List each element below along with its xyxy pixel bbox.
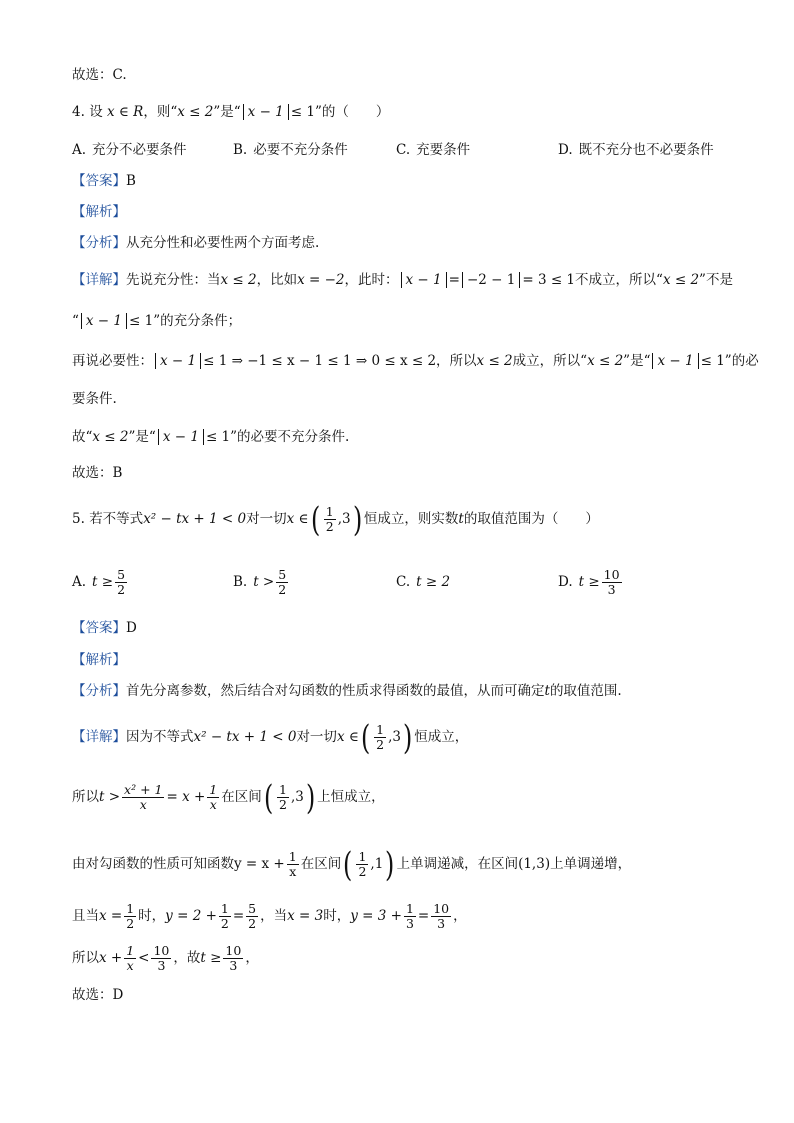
q5-d4-num1: 1 <box>126 901 135 916</box>
q4-d3b: x − 1 <box>155 353 201 369</box>
q5-d5e: t ≥ <box>200 950 222 966</box>
q4-number: 4. <box>72 104 85 120</box>
q4-option-c-label: C. <box>396 142 411 158</box>
q4-d5f: ”的必要不充分条件. <box>230 429 350 445</box>
q4-option-c <box>396 141 470 159</box>
q5-d2-int-num: 1 <box>279 782 287 797</box>
q4-option-d-label: D. <box>558 142 573 158</box>
q5-detail-line-5 <box>72 940 259 976</box>
q5-option-b-num: 5 <box>278 567 287 582</box>
q4-set-expr: x ∈ R <box>106 104 144 120</box>
q5-final: 故选：D <box>72 987 124 1003</box>
q4-option-a <box>72 141 187 159</box>
q5-answer-tag: 【答案】 <box>72 620 126 636</box>
q5-d3c: 在区间 <box>300 856 342 872</box>
q5-stem-t: t <box>458 511 464 527</box>
q4-d1i: = 3 ≤ 1 <box>522 272 576 288</box>
q5-d2-den: x <box>139 797 147 812</box>
q5-d4i: y = 3 + <box>350 908 402 924</box>
q5-option-a-label: A. <box>72 574 87 590</box>
q5-option-d <box>558 564 624 600</box>
q4-d1c: ，比如 <box>256 272 298 288</box>
q5-d4k: ， <box>453 908 467 924</box>
q5-d5-num1: 1 <box>126 943 135 958</box>
q5-d4-num5: 10 <box>433 901 450 916</box>
q5-d4c: 时， <box>138 908 166 924</box>
q5-d5-num3: 10 <box>225 943 242 958</box>
q4-detail-line-4: 要条件. <box>72 391 117 407</box>
q5-option-c-pre: t ≥ 2 <box>416 574 451 590</box>
q4-d2b: x − 1 <box>81 313 127 329</box>
q5-d3-int-rest: ,1 <box>370 856 384 872</box>
q5-option-a-pre: t ≥ <box>92 574 114 590</box>
q5-d1d: x ∈ <box>336 729 359 745</box>
q5-d1c: 对一切 <box>296 729 337 745</box>
q4-stem-pre: 设 <box>89 104 103 120</box>
q5-d4-num3: 5 <box>248 901 257 916</box>
q4-d3h: ”是“ <box>623 353 651 369</box>
q5-d4-frac2 <box>219 902 231 931</box>
q4-fenxi: 从充分性和必要性两个方面考虑. <box>126 235 320 251</box>
q5-d2-num: x² + 1 <box>124 782 163 797</box>
q5-d5a: 所以 <box>72 950 99 966</box>
q5-stem-f: 的取值范围为（ ） <box>463 511 599 527</box>
q4-answer: B <box>126 173 136 189</box>
q5-option-a-num: 5 <box>117 567 126 582</box>
q5-option-d-pre: t ≥ <box>578 574 600 590</box>
q4-d3f: 成立，所以“ <box>512 353 588 369</box>
q5-d5c: < <box>138 950 150 966</box>
q4-d1k: x ≤ 2 <box>662 272 700 288</box>
q5-option-a-den: 2 <box>117 582 126 597</box>
q5-d1-interval-rest: ,3 <box>388 729 401 745</box>
q5-d4g: x = 3 <box>287 908 324 924</box>
q4-d3e: x ≤ 2 <box>476 353 513 369</box>
q5-d3-num: 1 <box>288 849 297 864</box>
q5-fenxi-line <box>72 682 622 700</box>
q5-d3-paren-open: ( <box>343 844 353 885</box>
q4-option-b-label: B. <box>233 142 248 158</box>
q4-d2a: “ <box>72 313 79 329</box>
q4-analysis-tag <box>72 203 126 221</box>
q5-option-b-frac <box>276 568 288 597</box>
q4-option-a-label: A. <box>72 142 87 158</box>
q5-d4-num4: 1 <box>405 901 414 916</box>
q5-d4b: x = <box>99 908 123 924</box>
q5-stem-e: 恒成立，则实数 <box>363 511 459 527</box>
q5-d4-den2: 2 <box>220 916 229 931</box>
q4-detail-line-3 <box>72 352 759 370</box>
q5-option-b-label: B. <box>233 574 248 590</box>
q4-d5b: x ≤ 2 <box>92 429 129 445</box>
q5-d3b: y = x + <box>234 856 285 872</box>
q4-d1f: x − 1 <box>401 272 447 288</box>
q5-d3-den: x <box>289 864 297 879</box>
q5-interval-frac <box>324 505 336 534</box>
q4-d1e: ，此时： <box>344 272 399 288</box>
q4-stem-end: ”的（ ） <box>314 104 390 120</box>
q5-detail-line-4 <box>72 898 467 934</box>
q4-detail-line-2 <box>72 312 241 330</box>
q4-option-b <box>233 141 348 159</box>
q5-analysis-tag <box>72 651 126 669</box>
q5-d4-num2: 1 <box>220 901 229 916</box>
q5-d2a: 所以 <box>72 789 99 805</box>
q4-d5d: x − 1 <box>158 429 204 445</box>
q5-interval-rest: ,3 <box>337 511 351 527</box>
q5-paren-close: ) <box>352 499 362 540</box>
q4-d3a: 再说必要性： <box>72 353 153 369</box>
q5-d1e: 恒成立， <box>414 729 469 745</box>
q5-d5-frac1 <box>124 944 136 973</box>
q5-d4-frac3 <box>246 902 258 931</box>
q4-cond-b: x − 1 <box>243 104 289 120</box>
q5-interval-den: 2 <box>325 519 334 534</box>
q5-option-b-den: 2 <box>278 582 287 597</box>
q4-d1j: 不成立，所以“ <box>575 272 663 288</box>
q5-stem-b: x² − tx + 1 < 0 <box>143 511 247 527</box>
q5-option-c <box>396 564 450 600</box>
q5-d2e: 上恒成立， <box>317 789 385 805</box>
q5-d1-den: 2 <box>376 737 385 752</box>
q5-option-a <box>72 564 129 600</box>
q5-option-a-frac <box>115 568 127 597</box>
q5-option-d-den: 3 <box>607 582 616 597</box>
q4-d3k: ”的必 <box>724 353 759 369</box>
q5-d4e: = <box>232 908 245 924</box>
q5-d5-den2: 3 <box>157 958 166 973</box>
q5-d1-num: 1 <box>376 722 385 737</box>
q4-answer-line <box>72 172 136 190</box>
q5-d3d: 上单调递减，在区间 <box>396 856 519 872</box>
q5-d1-paren-open: ( <box>360 717 371 758</box>
q4-d1g: = <box>448 272 460 288</box>
q5-d2-frac <box>122 783 164 812</box>
q5-number: 5. <box>72 511 85 527</box>
q4-d5c: ”是“ <box>128 429 156 445</box>
q5-stem-a: 若不等式 <box>89 511 144 527</box>
q4-fenxi-tag: 【分析】 <box>72 235 126 251</box>
q5-option-c-label: C. <box>396 574 411 590</box>
q5-interval-num: 1 <box>325 504 334 519</box>
q4-d3c: ≤ 1 ⇒ −1 ≤ x − 1 ≤ 1 ⇒ 0 ≤ x ≤ 2 <box>203 353 437 369</box>
q5-d5-frac2 <box>151 944 171 973</box>
q5-d3-int-den: 2 <box>358 864 367 879</box>
q5-option-d-num: 10 <box>603 567 620 582</box>
q5-d4h: 时， <box>323 908 351 924</box>
q5-detail-line-1 <box>72 718 468 756</box>
q5-option-d-frac <box>602 568 622 597</box>
q4-d3g: x ≤ 2 <box>587 353 624 369</box>
q4-option-b-text: 必要不充分条件 <box>253 142 348 158</box>
q5-d5-num2: 10 <box>153 943 170 958</box>
q4-d3i: x − 1 <box>652 353 698 369</box>
q5-detail-line-2 <box>72 777 385 817</box>
q5-d5-frac3 <box>223 944 243 973</box>
q5-stem-c: 对一切 <box>246 511 287 527</box>
q5-d4d: y = 2 + <box>165 908 217 924</box>
q4-option-a-text: 充分不必要条件 <box>92 142 187 158</box>
q4-option-d-text: 既不充分也不必要条件 <box>578 142 714 158</box>
q5-d3a: 由对勾函数的性质可知函数 <box>72 856 234 872</box>
q5-d2-paren-close: ) <box>305 777 316 818</box>
q5-d2-int-den: 2 <box>279 797 287 812</box>
q5-d1b: x² − tx + 1 < 0 <box>193 729 297 745</box>
q4-stem-mid2: ”是“ <box>213 104 241 120</box>
q4-analysis-label: 【解析】 <box>72 204 126 220</box>
q5-d3-frac <box>287 850 299 879</box>
q5-d2c: = x + <box>166 789 206 805</box>
q5-d2b: t > <box>99 789 121 805</box>
q4-detail-line-1 <box>72 271 733 289</box>
q4-d1d: x = −2 <box>297 272 345 288</box>
q4-d1l: ”不是 <box>699 272 733 288</box>
q5-d1-paren-close: ) <box>402 717 413 758</box>
q5-d4-den3: 2 <box>248 916 257 931</box>
q5-d1a: 因为不等式 <box>126 729 194 745</box>
q5-d4-frac1 <box>124 902 136 931</box>
q4-cond-b-rest: ≤ 1 <box>290 104 315 120</box>
q5-d4j: = <box>417 908 430 924</box>
q4-xiangjie-tag: 【详解】 <box>72 272 126 288</box>
q5-d2-den2: x <box>209 797 217 812</box>
q5-d4-den1: 2 <box>126 916 135 931</box>
q5-d2-int-frac <box>277 783 289 812</box>
q5-option-b-pre: t > <box>253 574 275 590</box>
q4-detail-line-5 <box>72 428 349 446</box>
q5-d3-paren-close: ) <box>385 844 395 885</box>
q5-fenxi-b: 的取值范围. <box>549 683 622 699</box>
q4-d1a: 先说充分性：当 <box>126 272 221 288</box>
q5-d3-int-frac <box>356 850 368 879</box>
q5-fenxi-a: 首先分离参数，然后结合对勾函数的性质求得函数的最值，从而可确定 <box>126 683 545 699</box>
q5-d4-frac4 <box>404 902 416 931</box>
q5-d3e: 上单调递增， <box>550 856 632 872</box>
q4-d1b: x ≤ 2 <box>220 272 257 288</box>
q4-d3j: ≤ 1 <box>700 353 725 369</box>
q4-d2d: ”的充分条件； <box>153 313 242 329</box>
q4-stem-mid: ，则“ <box>143 104 178 120</box>
q5-analysis-label: 【解析】 <box>72 652 126 668</box>
q5-stem-d: x ∈ <box>286 511 309 527</box>
prev-answer: 故选：C. <box>72 67 127 83</box>
q5-d2-frac2 <box>207 783 219 812</box>
q5-d5-den1: x <box>126 958 134 973</box>
q4-d5a: 故“ <box>72 429 93 445</box>
q5-fenxi-tag: 【分析】 <box>72 683 126 699</box>
q5-d5f: ， <box>245 950 259 966</box>
q4-option-d <box>558 141 714 159</box>
q5-d4a: 且当 <box>72 908 99 924</box>
q5-d2-num2: 1 <box>209 782 218 797</box>
q5-d5d: ，故 <box>173 950 201 966</box>
q4-answer-tag: 【答案】 <box>72 173 126 189</box>
q5-d4-den5: 3 <box>437 916 446 931</box>
q5-option-b <box>233 564 290 600</box>
q5-paren-open: ( <box>310 499 320 540</box>
q4-d1h: −2 − 1 <box>462 272 520 288</box>
q4-final: 故选：B <box>72 465 123 481</box>
q5-answer: D <box>126 620 137 636</box>
q5-d2-int-rest: ,3 <box>290 789 304 805</box>
q5-xiangjie-tag: 【详解】 <box>72 729 126 745</box>
q5-d3-int-num: 1 <box>358 849 367 864</box>
q5-d2d: 在区间 <box>221 789 262 805</box>
q5-fenxi-t: t <box>544 683 550 699</box>
q5-d3-int2: (1,3) <box>518 856 551 872</box>
q5-d4-den4: 3 <box>405 916 414 931</box>
q5-d5-den3: 3 <box>229 958 238 973</box>
q5-option-d-label: D. <box>558 574 573 590</box>
q5-d1-frac <box>374 723 386 752</box>
q5-detail-line-3 <box>72 844 631 884</box>
q4-stem <box>72 103 389 121</box>
q4-d3d: ，所以 <box>436 353 477 369</box>
q5-d4f: ，当 <box>260 908 288 924</box>
q5-d2-paren-open: ( <box>263 777 274 818</box>
q5-d4-frac5 <box>431 902 451 931</box>
q5-d5b: x + <box>99 950 123 966</box>
q4-option-c-text: 充要条件 <box>416 142 471 158</box>
q4-d5e: ≤ 1 <box>205 429 231 445</box>
q4-cond-a: x ≤ 2 <box>177 104 214 120</box>
q5-answer-line <box>72 619 137 637</box>
q5-stem <box>72 500 599 538</box>
q4-fenxi-line <box>72 234 319 252</box>
q4-d2c: ≤ 1 <box>129 313 154 329</box>
